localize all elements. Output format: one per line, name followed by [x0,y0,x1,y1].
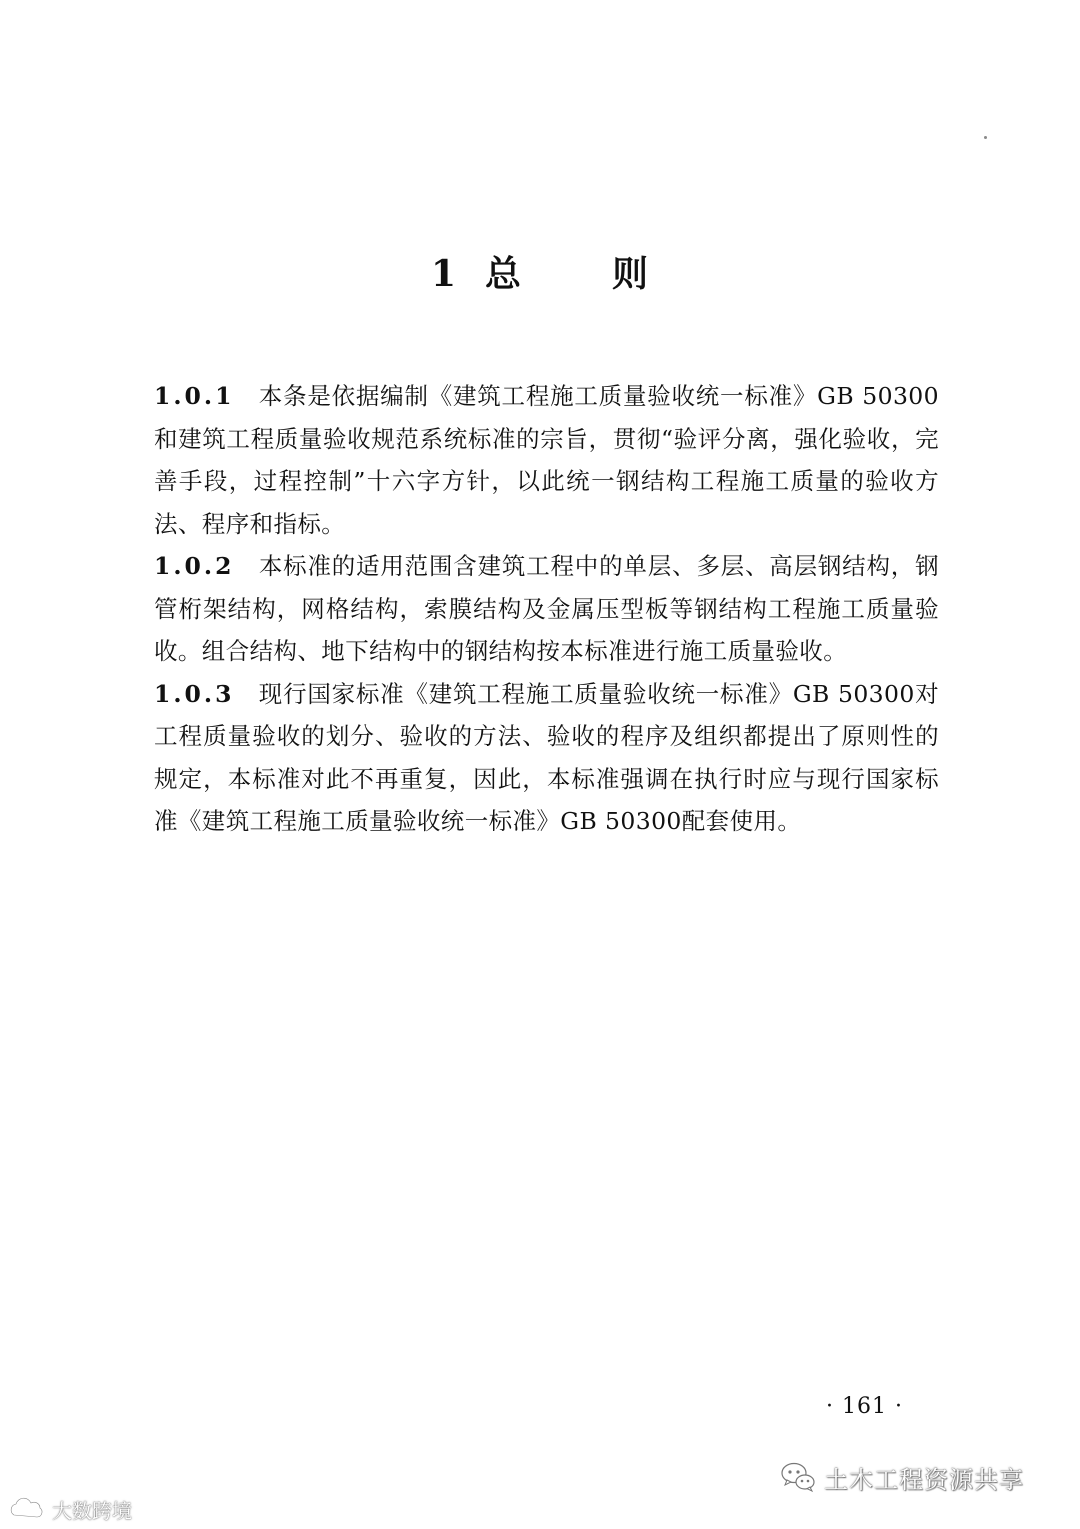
cloud-logo-icon [6,1497,46,1521]
clause-list [154,375,939,843]
clause-1-0-1 [154,375,939,545]
left-watermark-text: 大数跨境 [52,1498,132,1523]
clause-number: 1.0.3 [154,679,235,708]
clause-text: 现行国家标准《建筑工程施工质量验收统一标准》GB 50300对工程质量验收的划分、验收的方法、验收的程序及组织都提出了原则性的规定，本标准对此不再重复，因此，本标准强调在执行时应与现行国家标准《建筑工程施工质量验收统一标准》GB 50300配套使用。 [154,679,939,835]
clause-1-0-3 [154,673,939,843]
wechat-icon [780,1461,816,1493]
chapter-title [0,246,1080,297]
clause-text: 本标准的适用范围含建筑工程中的单层、多层、高层钢结构，钢管桁架结构，网格结构，索膜结构及金属压型板等钢结构工程施工质量验收。组合结构、地下结构中的钢结构按本标准进行施工质量验收。 [154,552,939,665]
right-watermark-text: 土木工程资源共享 [824,1465,1024,1494]
clause-number: 1.0.1 [154,382,235,410]
scan-speck [984,136,987,139]
chapter-number: 1 [430,253,458,295]
left-watermark [6,1494,132,1524]
chapter-title-char-2: 则 [612,253,650,295]
right-watermark [780,1455,1024,1499]
chapter-title-char-1: 总 [485,253,523,295]
clause-1-0-2 [154,545,939,673]
page-number: · 161 · [826,1394,903,1419]
clause-text: 本条是依据编制《建筑工程施工质量验收统一标准》GB 50300和建筑工程质量验收规范系统标准的宗旨，贯彻“验评分离，强化验收，完善手段，过程控制”十六字方针，以此统一钢结构工程施工质量的验收方法、程序和指标。 [154,382,939,538]
clause-number: 1.0.2 [154,552,235,580]
